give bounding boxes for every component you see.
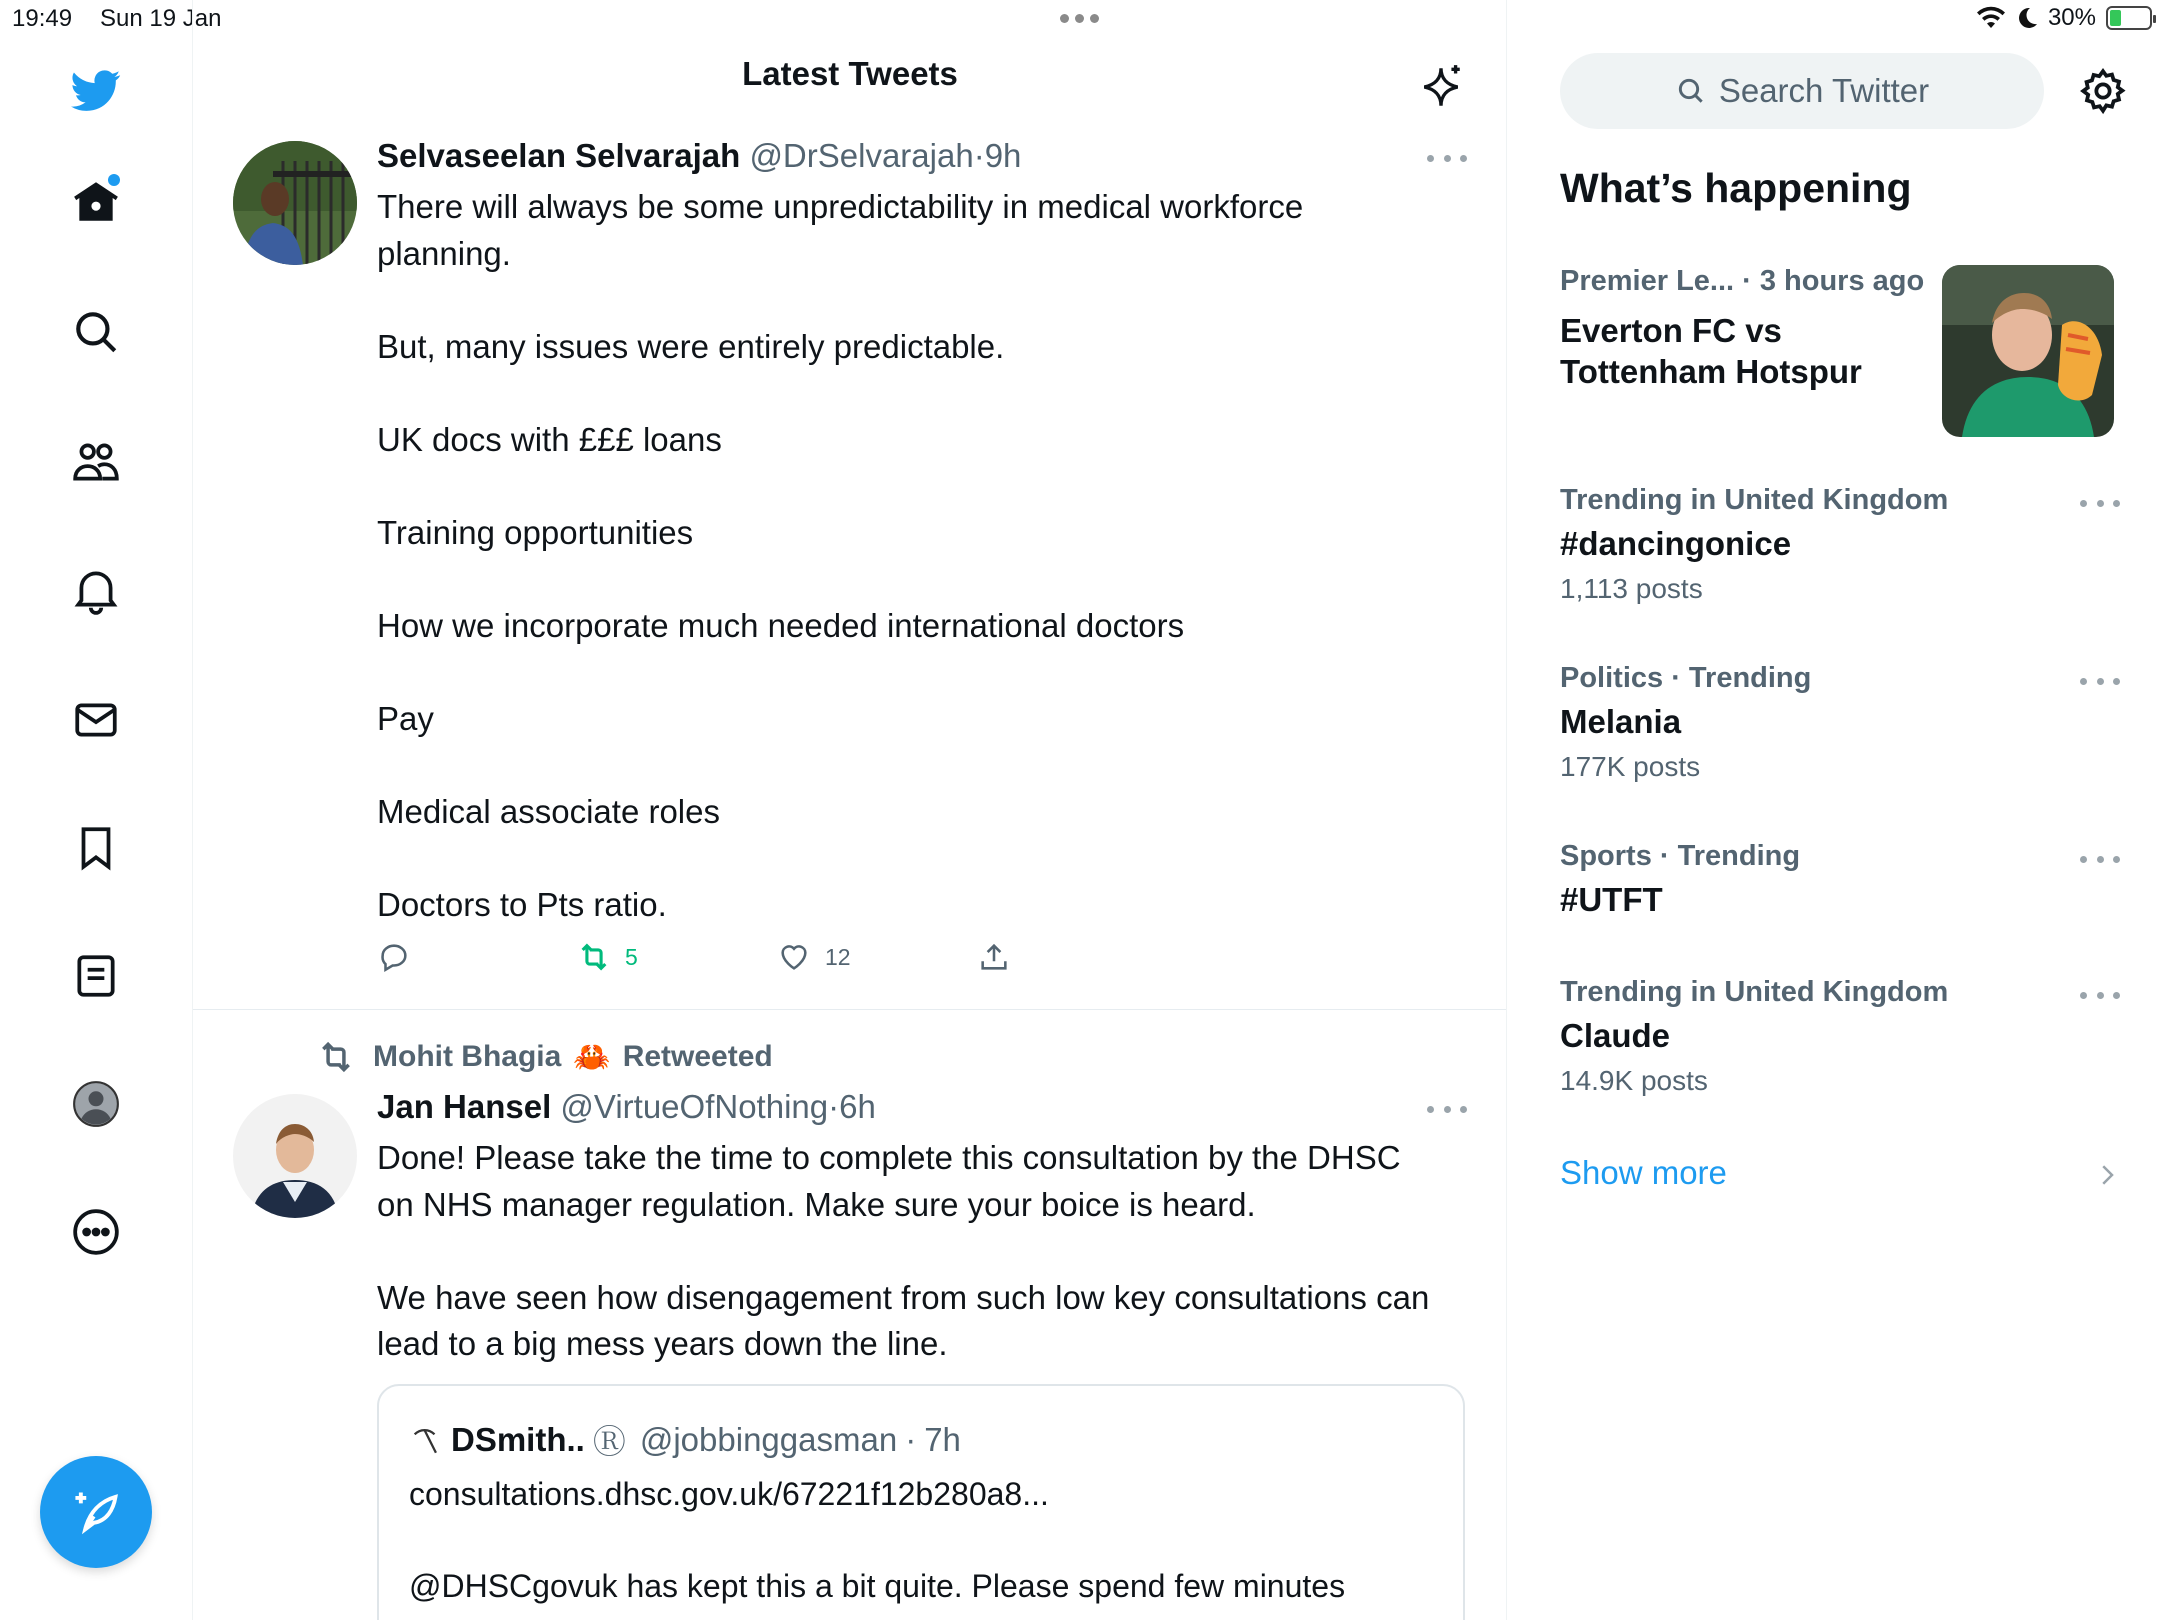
heart-icon xyxy=(777,940,811,974)
quoted-tweet[interactable] xyxy=(377,1384,1465,1620)
home-icon[interactable] xyxy=(66,172,126,232)
notifications-bell-icon[interactable] xyxy=(66,560,126,620)
share-icon xyxy=(977,940,1011,974)
tweet-divider xyxy=(193,1009,1507,1010)
quoted-author-handle[interactable]: @jobbinggasman xyxy=(639,1420,898,1458)
search-placeholder: Search Twitter xyxy=(1718,72,1930,109)
chevron-right-icon xyxy=(2092,1160,2122,1190)
timeline[interactable] xyxy=(193,0,1507,1620)
trend-post-count: 14.9K posts xyxy=(1560,1065,1708,1096)
quoted-author-name[interactable]: DSmith.. xyxy=(451,1420,585,1458)
trend-more-icon[interactable] xyxy=(2080,498,2120,508)
retweeter-name[interactable]: Mohit Bhagia xyxy=(373,1040,562,1073)
retweet-icon xyxy=(577,940,611,974)
trend-thumbnail[interactable] xyxy=(1942,265,2114,437)
lists-icon[interactable] xyxy=(66,946,126,1006)
trend-more-icon[interactable] xyxy=(2080,854,2120,864)
pickaxe-emoji-icon xyxy=(409,1423,443,1457)
trend-item[interactable] xyxy=(1560,976,2120,1097)
author-name[interactable]: Selvaseelan Selvarajah xyxy=(377,137,741,174)
crab-emoji: 🦀 xyxy=(573,1040,611,1074)
twitter-logo-icon[interactable] xyxy=(66,60,126,120)
tweet-time[interactable]: 9h xyxy=(984,137,1022,174)
retweet-count: 5 xyxy=(625,943,638,970)
trend-item[interactable] xyxy=(1560,662,2120,783)
tweet-header xyxy=(377,1088,876,1126)
timeline-title: Latest Tweets xyxy=(742,55,958,92)
trend-topic: Melania xyxy=(1560,703,1682,740)
status-time: 19:49 xyxy=(12,5,73,32)
like-button[interactable] xyxy=(777,940,851,974)
trend-post-count: 1,113 posts xyxy=(1560,573,1703,604)
left-navigation xyxy=(0,0,193,1620)
quoted-tweet-time[interactable]: 7h xyxy=(924,1420,961,1458)
reply-button[interactable] xyxy=(377,940,411,974)
tweet-text: There will always be some unpredictability in medical workforce planning. But, many issues were entirely predictable. UK docs with £££ loans Training opportunities How we incorporate much needed international doctors Pay Medical associate roles Doctors to Pts ratio. xyxy=(377,188,1304,923)
search-input[interactable] xyxy=(1560,53,2044,129)
header-separator: · xyxy=(973,137,985,174)
trend-meta: Politics · Trending xyxy=(1560,662,1812,694)
tweet-header xyxy=(377,137,1021,175)
trend-meta: Sports · Trending xyxy=(1560,840,1801,872)
profile-avatar-icon[interactable] xyxy=(66,1074,126,1134)
communities-icon[interactable] xyxy=(66,432,126,492)
compose-tweet-button[interactable] xyxy=(40,1456,152,1568)
compose-feather-icon xyxy=(70,1486,122,1538)
trend-more-icon[interactable] xyxy=(2080,676,2120,686)
home-notification-dot xyxy=(108,174,120,186)
retweet-small-icon xyxy=(317,1038,355,1076)
search-icon[interactable] xyxy=(66,302,126,362)
author-handle[interactable]: @VirtueOfNothing xyxy=(560,1088,829,1125)
trend-meta: Premier Le... · 3 hours ago xyxy=(1560,265,1925,297)
trend-more-icon[interactable] xyxy=(2080,990,2120,1000)
settings-gear-icon[interactable] xyxy=(2078,66,2128,116)
author-handle[interactable]: @DrSelvarajah xyxy=(749,137,974,174)
right-sidebar xyxy=(1508,0,2160,1620)
whats-happening-title: What’s happening xyxy=(1560,165,1912,211)
trend-topic: Claude xyxy=(1560,1017,1671,1054)
quoted-tweet-header xyxy=(409,1416,961,1463)
trend-topic: #dancingonice xyxy=(1560,525,1792,562)
avatar[interactable] xyxy=(233,1094,357,1218)
bookmarks-icon[interactable] xyxy=(66,818,126,878)
trend-item[interactable] xyxy=(1560,484,2120,605)
status-date: Sun 19 Jan xyxy=(100,5,222,32)
trend-topic: Everton FC vs Tottenham Hotspur xyxy=(1560,312,1862,390)
show-more-link[interactable]: Show more xyxy=(1560,1154,1727,1191)
share-button[interactable] xyxy=(977,940,1011,974)
tweet-text: Done! Please take the time to complete this consultation by the DHSC on NHS manager regulation. Make sure your boice is heard. We have seen how disengagement from such low key consultations can lead to a big mess years down the line. xyxy=(377,1139,1430,1362)
retweeted-by-line xyxy=(317,1038,773,1076)
quoted-tweet-text: consultations.dhsc.gov.uk/67221f12b280a8... @DHSCgovuk has kept this a bit quite. Please spend few minutes xyxy=(409,1476,1346,1604)
header-separator: · xyxy=(905,1420,917,1458)
avatar[interactable] xyxy=(233,141,357,265)
reply-icon xyxy=(377,940,411,974)
trend-topic: #UTFT xyxy=(1560,881,1663,918)
trend-post-count: 177K posts xyxy=(1560,751,1701,782)
tweet-time[interactable]: 6h xyxy=(839,1088,876,1125)
trend-meta: Trending in United Kingdom xyxy=(1560,976,1949,1008)
search-icon xyxy=(1675,75,1707,107)
registered-badge: Ⓡ xyxy=(592,1423,626,1460)
trend-item[interactable] xyxy=(1560,840,2120,919)
author-name[interactable]: Jan Hansel xyxy=(377,1088,552,1125)
retweeted-label: Retweeted xyxy=(622,1040,773,1073)
trend-meta: Trending in United Kingdom xyxy=(1560,484,1949,516)
retweet-button[interactable] xyxy=(577,940,638,974)
header-separator: · xyxy=(828,1088,840,1125)
battery-percent: 30% xyxy=(2047,4,2096,31)
like-count: 12 xyxy=(825,943,851,970)
messages-envelope-icon[interactable] xyxy=(66,690,126,750)
sparkle-icon[interactable] xyxy=(1416,62,1466,112)
tweet-more-icon[interactable] xyxy=(1427,1104,1467,1114)
more-options-icon[interactable] xyxy=(66,1202,126,1262)
tweet-more-icon[interactable] xyxy=(1427,153,1467,163)
